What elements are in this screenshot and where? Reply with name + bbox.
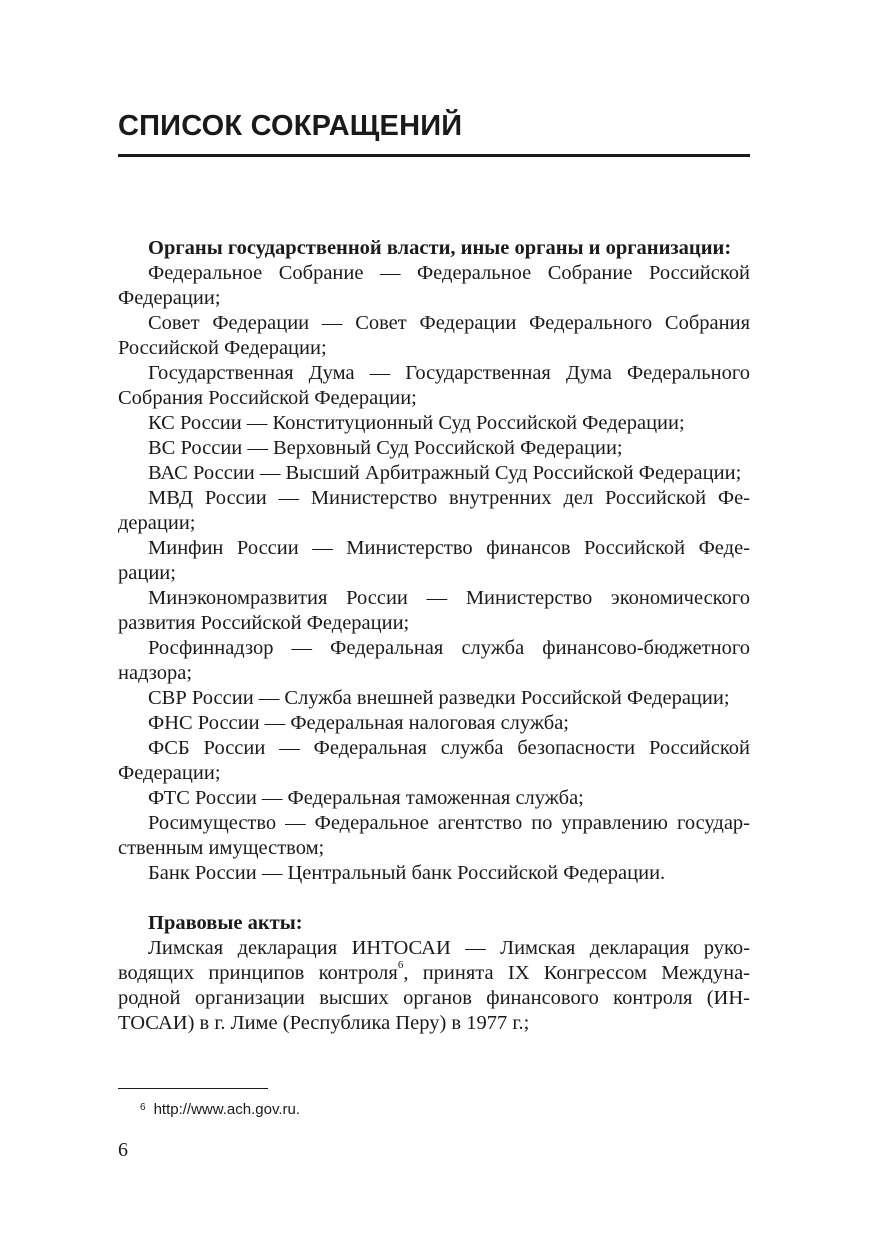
page-number: 6	[118, 1139, 128, 1161]
abbreviation-item: МВД России — Министерство внутренних дел Российской Федерации;	[118, 487, 750, 534]
abbreviation-item: Росимущество — Федеральное агентство по управлению государственным имуществом;	[118, 812, 750, 859]
abbreviation-item: ФСБ России — Федеральная служба безопасности Российской Федерации;	[118, 737, 750, 784]
abbreviation-item: ФТС России — Федеральная таможенная служба;	[148, 787, 584, 809]
footnote-reference[interactable]: 6	[397, 959, 404, 971]
abbreviation-item: СВР России — Служба внешней разведки Российской Федерации;	[148, 687, 730, 709]
abbreviation-item: Минфин России — Министерство финансов Российской Федерации;	[118, 537, 750, 584]
abbreviation-item: ВС России — Верховный Суд Российской Федерации;	[148, 437, 623, 459]
section-heading-organs: Органы государственной власти, иные органы и организации:	[148, 237, 732, 259]
abbreviation-item	[118, 936, 750, 1036]
document-body	[118, 236, 750, 1036]
abbreviation-item: Федеральное Собрание — Федеральное Собрание Российской Федерации;	[118, 262, 750, 309]
section-gap	[118, 886, 750, 911]
section-heading-legal-acts: Правовые акты:	[148, 912, 303, 934]
abbreviation-item: ФНС России — Федеральная налоговая служба;	[148, 712, 569, 734]
title-rule	[118, 154, 750, 157]
abbreviation-item: Минэкономразвития России — Министерство экономического развития Российской Федерации;	[118, 587, 750, 634]
footnote	[140, 1100, 300, 1120]
abbreviation-item: Государственная Дума — Государственная Дума Федерального Собрания Российской Федерации;	[118, 362, 750, 409]
abbreviation-item: КС России — Конституционный Суд Российской Федерации;	[148, 412, 685, 434]
footnote-number: 6	[140, 1102, 146, 1113]
page-title: СПИСОК СОКРАЩЕНИЙ	[118, 110, 463, 142]
abbreviation-item: ВАС России — Высший Арбитражный Суд Российской Федерации;	[148, 462, 742, 484]
footnote-link[interactable]: http://www.ach.gov.ru.	[153, 1101, 301, 1118]
footnote-rule	[118, 1088, 268, 1089]
abbreviation-item: Совет Федерации — Совет Федерации Федерального Собрания Российской Федерации;	[118, 312, 750, 359]
item-text-after-ref: , принята IX Конгрессом Международной организации высших органов финансового контроля (ИНТОСАИ) в г. Лиме (Республика Перу) в 1977 г.;	[118, 962, 750, 1034]
abbreviation-item: Росфиннадзор — Федеральная служба финансово-бюджетного надзора;	[118, 637, 750, 684]
abbreviation-item: Банк России — Центральный банк Российской Федерации.	[148, 862, 666, 884]
item-text-before-ref: Лимская декларация ИНТОСАИ — Лимская декларация руководящих принципов контроля	[118, 937, 750, 984]
